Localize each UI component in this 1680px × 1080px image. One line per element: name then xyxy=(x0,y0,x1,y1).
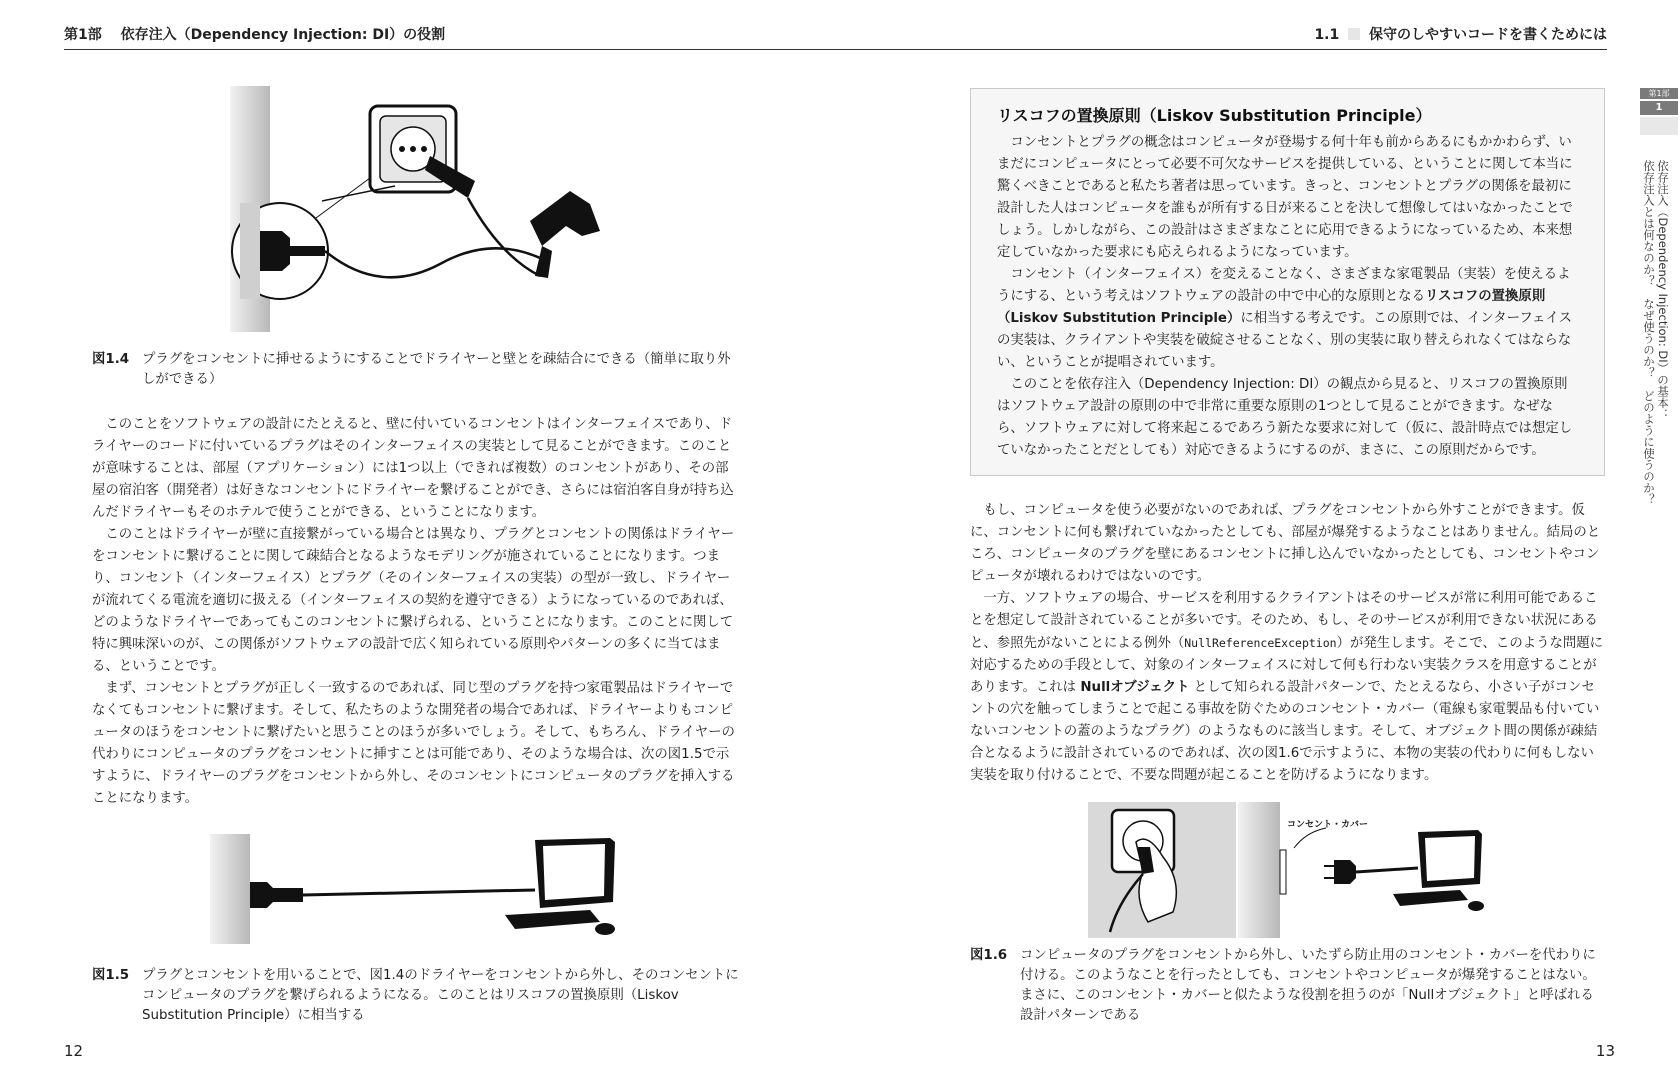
figure-1-5-label: 図1.5 xyxy=(92,968,130,983)
figure-1-6-label: 図1.6 xyxy=(970,948,1008,963)
lsp-paragraph-3: このことを依存注入（Dependency Injection: DI）の観点から見ると、リスコフの置換原則はソフトウェア設計の原則の中で非常に重要な原則の1つとして見ることができます。なぜなら、ソフトウェアに対して将来起こるであろう新たな要求に対して（仮に、設計時点では想定していなかったことだとしても）対応できるようにするのが、まさに、この原則だからです。 xyxy=(997,377,1573,458)
plug xyxy=(1334,860,1356,884)
plug-in-wall xyxy=(260,231,290,271)
running-header-left xyxy=(64,24,445,44)
wall xyxy=(210,834,250,944)
page-number-right: 13 xyxy=(1595,1042,1615,1060)
figure-1-6-text: コンピュータのプラグをコンセントから外し、いたずら防止用のコンセント・カバーを代わりに付ける。このようなことを行ったとしても、コンセントやコンピュータが爆発することはない。まさに、このコンセント・カバーと似たような役割を担うのが「Nullオブジェクト」と呼ばれる設計パターンである xyxy=(1020,948,1596,1023)
wall xyxy=(1238,802,1280,938)
right-paragraph-1: もし、コンピュータを使う必要がないのであれば、プラグをコンセントから外すことができます。仮に、コンセントに何も繋げれていなかったとしても、部屋が爆発するようなことはありません。結局のところ、コンピュータのプラグを壁にあるコンセントに挿し込んでいなかったとしても、コンセントやコンピュータが壊れるわけではないのです。 xyxy=(970,503,1601,584)
keyboard xyxy=(505,910,600,929)
plug-in-wall xyxy=(250,882,273,908)
running-header-right xyxy=(1314,24,1607,44)
right-body xyxy=(970,500,1606,787)
figure-1-5-text: プラグとコンセントを用いることで、図1.4のドライヤーをコンセントから外し、そのコンセントにコンピュータのプラグを繋げられるようになる。このことはリスコフの置換原則（Liskov Substitution Principle）に相当する xyxy=(142,968,739,1023)
lsp-box-title: リスコフの置換原則（Liskov Substitution Principle） xyxy=(997,106,1432,125)
side-tab-gray xyxy=(1640,117,1678,135)
figure-1-5-illustration xyxy=(205,830,625,948)
lsp-paragraph-2 xyxy=(997,264,1578,374)
right-p2-c: として知られる設計パターンで、たとえるなら、小さい子がコンセントの穴を触ってしまうことで起こる事故を防ぐためのコンセント・カバー（電線も家電製品も付いていないコンセントの蓋のようなプラグ）のようなものに該当します。そして、オブジェクト間の関係が疎結合となるように設計されているのであれば、次の図1.6で示すように、本物の実装の代わりに何もしない実装を取り付けることで、不要な問題が起こることを防げるようになります。 xyxy=(970,680,1600,783)
figure-1-4-caption xyxy=(92,350,742,390)
header-rule-left xyxy=(64,49,606,50)
cord-upper xyxy=(468,198,540,276)
mouse xyxy=(595,923,615,935)
side-tab-line1: 依存注入（Dependency Injection: DI）の基本： xyxy=(1656,160,1670,421)
mouse xyxy=(1468,901,1484,911)
figure-1-5-caption xyxy=(92,966,742,1026)
lsp-p2-after: に相当する考えです。この原則では、インターフェイスの実装は、クライアントや実装を破綻させることなく、別の実装に取り替えられなくてはならない、ということが提唱されています。 xyxy=(997,311,1573,370)
right-p2-bold: Nullオブジェクト xyxy=(1080,680,1190,695)
figure-1-6-caption xyxy=(970,946,1606,1026)
header-rule-right xyxy=(606,49,1607,50)
side-tab-line2: 依存注入とは何なのか？ なぜ使うのか？ どのように使うのか？ xyxy=(1642,160,1656,505)
header-square xyxy=(1348,28,1360,40)
left-paragraph-3: まず、コンセントとプラグが正しく一致するのであれば、同じ型のプラグを持つ家電製品はドライヤーでなくてもコンセントに繋げます。そして、私たちのような開発者の場合であれば、ドライヤーよりもコンピュータのほうをコンセントに繋げたいと思うことのほうが多いでしょう。そして、もちろん、ドライヤーの代わりにコンピュータのプラグをコンセントに挿すことは可能であり、そのような場合は、次の図1.5で示すように、ドライヤーのプラグをコンセントから外し、そのコンセントにコンピュータのプラグを挿入することになります。 xyxy=(92,681,735,806)
part-label: 第1部 xyxy=(64,27,102,43)
page-number-left: 12 xyxy=(64,1042,84,1060)
left-paragraph-1: このことをソフトウェアの設計にたとえると、壁に付いているコンセントはインターフェイスであり、ドライヤーのコードに付いているプラグはそのインターフェイスの実装として見ることができます。このことが意味することは、部屋（アプリケーション）には1つ以上（できれば複数）のコンセントがあり、その部屋の宿泊客（開発者）は好きなコンセントにドライヤーを繋げることができ、さらには宿泊客自身が持ち込んだドライヤーもそのホテルで使うことができる、ということになります。 xyxy=(92,417,734,520)
left-body xyxy=(92,414,738,810)
left-paragraph-2: このことはドライヤーが壁に直接繋がっている場合とは異なり、プラグとコンセントの関係はドライヤーをコンセントに繋げることに関して疎結合となるようなモデリングが施されていることになります。つまり、コンセント（インターフェイス）とプラグ（そのインターフェイスの実装）の型が一致し、ドライヤーが流れてくる電流を適切に扱える（インターフェイスの契約を遵守できる）ようになっているのであれば、どのようなドライヤーであってもこのコンセントに繋げられる、ということになります。このことに関して特に興味深いのが、この関係がソフトウェアの設計で広く知られている原則やパターンの多くに当てはまる、ということです。 xyxy=(92,527,735,674)
hair-dryer xyxy=(530,191,600,246)
right-p2-b: ）が発生します。そこで、このような問題に対応するための手段として、対象のインターフェイスに対して何も行わない実装クラスを用意することがあります。これは xyxy=(970,636,1604,695)
lsp-box xyxy=(970,88,1605,476)
section-number: 1.1 xyxy=(1314,27,1340,43)
outlet-cover xyxy=(1280,850,1286,894)
cord xyxy=(303,890,535,895)
right-paragraph-2 xyxy=(970,588,1606,787)
inline-code: NullReferenceException xyxy=(1184,636,1337,650)
figure-1-4-text: プラグをコンセントに挿せるようにすることでドライヤーと壁とを疎結合にできる（簡単に取り外しができる） xyxy=(142,352,731,387)
chapter-title: 依存注入（Dependency Injection: DI）の役割 xyxy=(120,27,446,43)
figure-1-4-label: 図1.4 xyxy=(92,352,130,367)
side-tab-chapter: 1 xyxy=(1640,101,1678,115)
lsp-p2-before: コンセント（インターフェイス）を変えることなく、さまざまな家電製品（実装）を使えるようにする、という考えはソフトウェアの設計の中で中心的な原則となる xyxy=(997,267,1571,304)
keyboard xyxy=(1393,890,1468,906)
side-tab-vertical-text xyxy=(1642,160,1670,540)
section-title: 保守のしやすいコードを書くためには xyxy=(1369,27,1607,43)
lsp-p2-bold: リスコフの置換原則（Liskov Substitution Principle） xyxy=(997,289,1546,326)
figure-1-6-callout: コンセント・カバー xyxy=(1287,820,1369,830)
callout-line xyxy=(1294,828,1326,848)
right-p2-a: 一方、ソフトウェアの場合、サービスを利用するクライアントはそのサービスが常に利用可能であることを想定して設計されていることが多いです。そのため、もし、そのサービスが利用できない状況にあると、参照先がないことによる例外（ xyxy=(970,591,1598,651)
side-tab-part: 第1部 xyxy=(1640,88,1678,99)
figure-1-4-illustration xyxy=(230,86,650,332)
lsp-paragraph-1: コンセントとプラグの概念はコンピュータが登場する何十年も前からあるにもかかわらず、いまだにコンピュータにとって必要不可欠なサービスを提供している、ということに関して本当に驚くべきことであると私たち著者は思っています。きっと、コンセントとプラグの関係を最初に設計した人はコンピュータを誰もが所有する日が来ることを決して想像してはいなかったことでしょう。しかしながら、この設計はさまざまなことに応用できるようになっているため、本来想定していなかった要求にも応えられるようになっています。 xyxy=(997,135,1573,260)
